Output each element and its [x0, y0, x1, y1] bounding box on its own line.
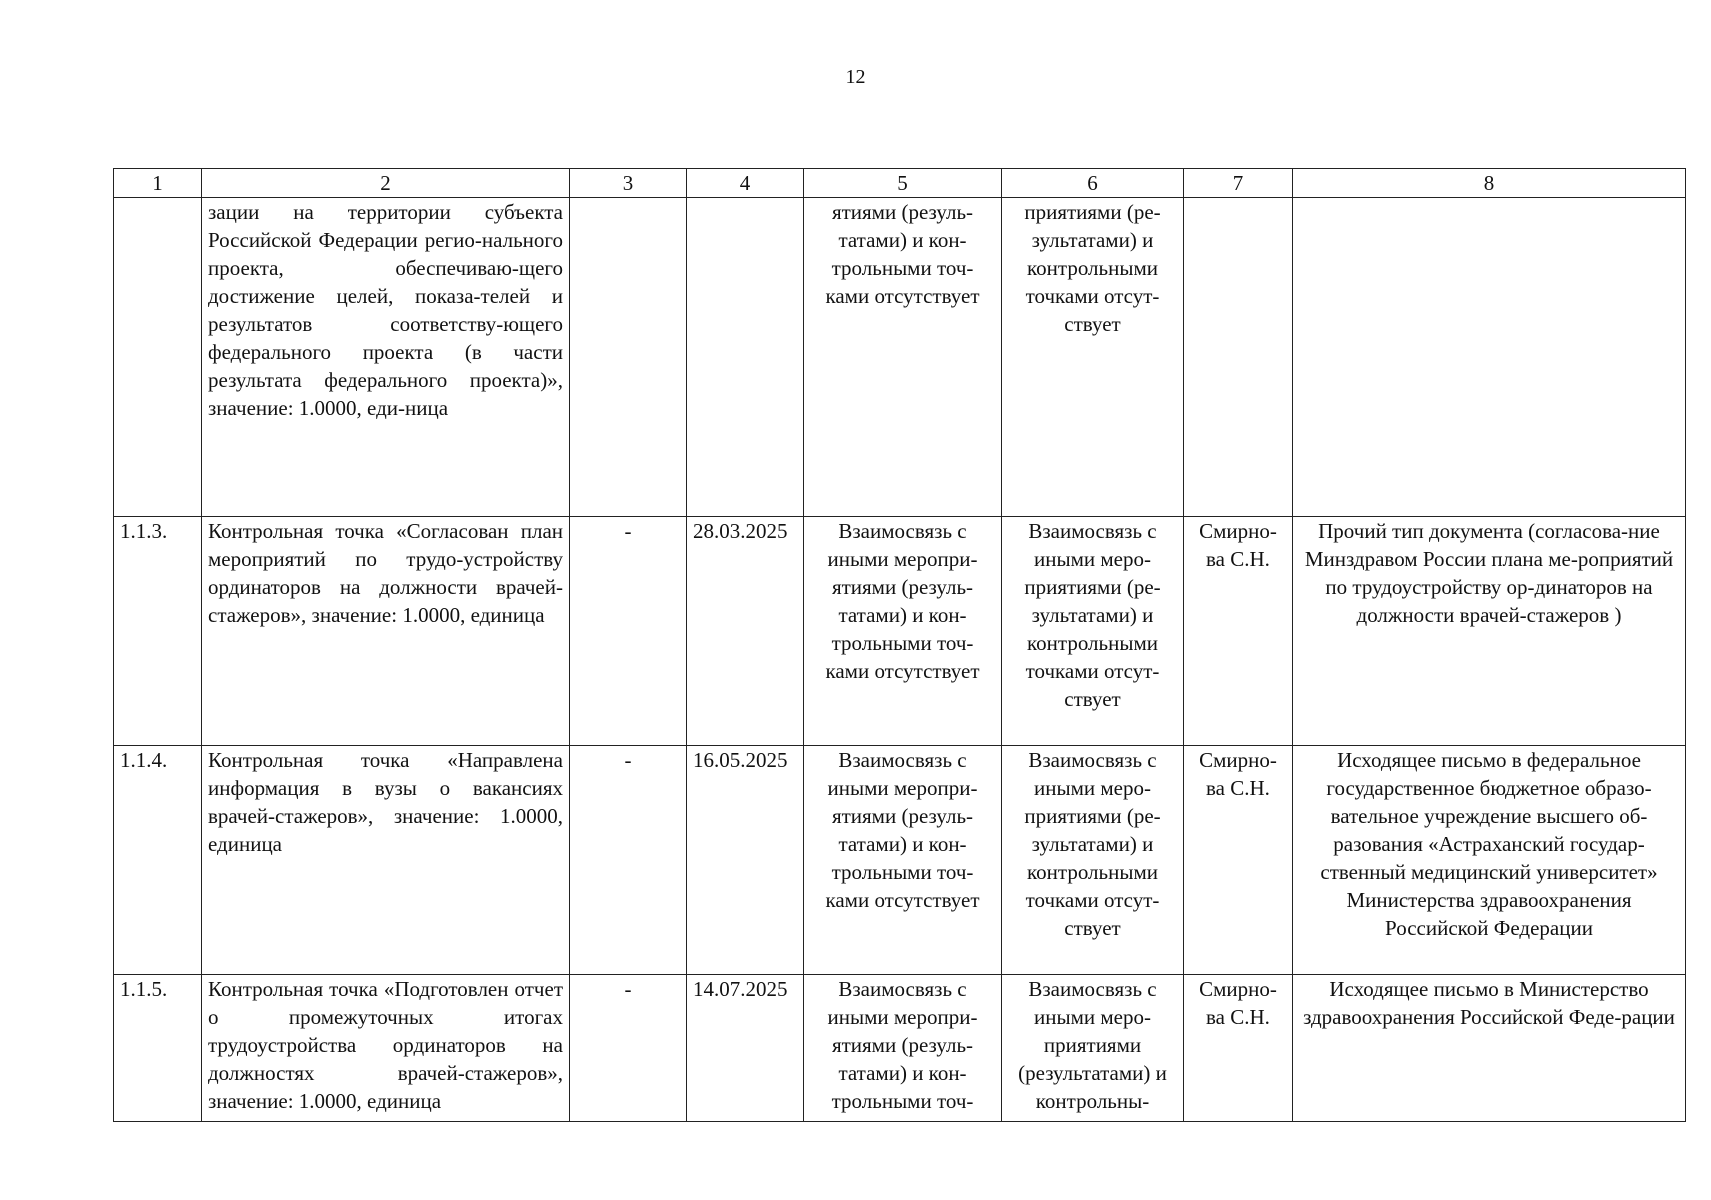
description-cell: зации на территории субъекта Российской Федерации регио-нального проекта, обеспечиваю-щего достижение целей, показа-телей и результатов соответству-ющего федерального проекта (в части результата федерального проекта)», значение: 1.0000, еди-ница: [202, 198, 570, 517]
predecessor-cell: -: [570, 975, 687, 1122]
table-row: [114, 746, 1686, 975]
description-cell: Контрольная точка «Согласован план мероприятий по трудо-устройству ординаторов на должности врачей-стажеров», значение: 1.0000, единица: [202, 517, 570, 746]
column-header: 3: [570, 169, 687, 198]
relation-cell: Взаимосвязь с иными меропри-ятиями (резуль-татами) и кон-трольными точ-ками отсутствует: [804, 746, 1002, 975]
predecessor-cell: -: [570, 746, 687, 975]
document-type-cell: Исходящее письмо в Министерство здравоохранения Российской Феде-рации: [1293, 975, 1686, 1122]
document-table: [113, 168, 1686, 1122]
item-number-cell: [114, 198, 202, 517]
document-type-cell: Исходящее письмо в федеральное государственное бюджетное образо-вательное учреждение высшего об-разования «Астраханский государ-ственный медицинский университет» Министерства здравоохранения Российской Федерации: [1293, 746, 1686, 975]
item-number-cell: 1.1.4.: [114, 746, 202, 975]
relation-cell: Взаимосвязь с иными меро-приятиями (ре-зультатами) и контрольными точками отсут-ствует: [1002, 746, 1184, 975]
relation-cell: Взаимосвязь с иными меро-приятиями (результатами) и контрольны-: [1002, 975, 1184, 1122]
item-number-cell: 1.1.3.: [114, 517, 202, 746]
column-header: 1: [114, 169, 202, 198]
column-header: 2: [202, 169, 570, 198]
column-header: 7: [1184, 169, 1293, 198]
relation-cell: Взаимосвязь с иными меро-приятиями (ре-зультатами) и контрольными точками отсут-ствует: [1002, 517, 1184, 746]
page-number: 12: [845, 66, 866, 88]
column-header: 8: [1293, 169, 1686, 198]
table-row: [114, 198, 1686, 517]
description-cell: Контрольная точка «Направлена информация в вузы о вакансиях врачей-стажеров», значение: 1.0000, единица: [202, 746, 570, 975]
responsible-cell: Смирно-ва С.Н.: [1184, 746, 1293, 975]
date-cell: 28.03.2025: [687, 517, 804, 746]
table-row: [114, 975, 1686, 1122]
table-row: [114, 517, 1686, 746]
relation-cell: ятиями (резуль-татами) и кон-трольными точ-ками отсутствует: [804, 198, 1002, 517]
responsible-cell: [1184, 198, 1293, 517]
predecessor-cell: [570, 198, 687, 517]
relation-cell: приятиями (ре-зультатами) и контрольными точками отсут-ствует: [1002, 198, 1184, 517]
description-cell: Контрольная точка «Подготовлен отчет о промежуточных итогах трудоустройства ординаторов на должностях врачей-стажеров», значение: 1.0000, единица: [202, 975, 570, 1122]
item-number-cell: 1.1.5.: [114, 975, 202, 1122]
date-cell: 16.05.2025: [687, 746, 804, 975]
relation-cell: Взаимосвязь с иными меропри-ятиями (резуль-татами) и кон-трольными точ-ками отсутствует: [804, 517, 1002, 746]
column-number-row: [114, 169, 1686, 198]
document-type-cell: [1293, 198, 1686, 517]
relation-cell: Взаимосвязь с иными меропри-ятиями (резуль-татами) и кон-трольными точ-: [804, 975, 1002, 1122]
date-cell: [687, 198, 804, 517]
responsible-cell: Смирно-ва С.Н.: [1184, 975, 1293, 1122]
date-cell: 14.07.2025: [687, 975, 804, 1122]
column-header: 4: [687, 169, 804, 198]
responsible-cell: Смирно-ва С.Н.: [1184, 517, 1293, 746]
column-header: 6: [1002, 169, 1184, 198]
document-type-cell: Прочий тип документа (согласова-ние Минздравом России плана ме-роприятий по трудоустройству ор-динаторов на должности врачей-стажеров ): [1293, 517, 1686, 746]
column-header: 5: [804, 169, 1002, 198]
predecessor-cell: -: [570, 517, 687, 746]
